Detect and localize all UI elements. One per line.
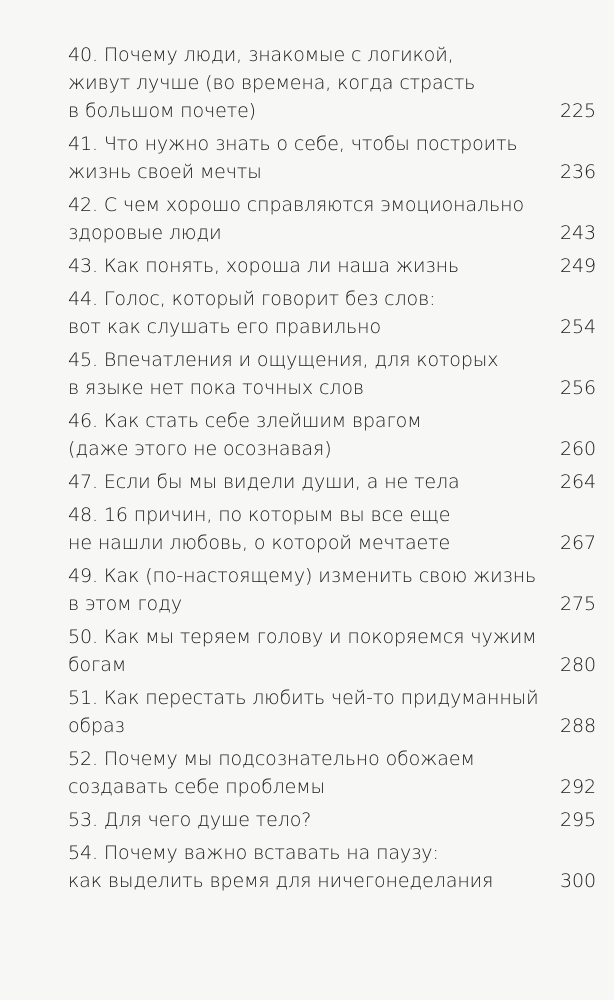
toc-page-number: 264 <box>560 471 596 493</box>
toc-page-number: 288 <box>560 715 596 737</box>
toc-entry-41 <box>68 130 596 186</box>
toc-entry-title-line: вот как слушать его правильно <box>68 316 381 338</box>
toc-page-number: 267 <box>560 532 596 554</box>
toc-entry-title-line: здоровые люди <box>68 222 222 244</box>
toc-entry-title-line: богам <box>68 654 127 676</box>
toc-entry-title-line: как выделить время для ничегонеделания <box>68 870 494 892</box>
toc-entry-title-line: не нашли любовь, о которой мечтаете <box>68 532 451 554</box>
toc-page-number: 295 <box>560 809 596 831</box>
toc-entry-title-line: в языке нет пока точных слов <box>68 377 364 399</box>
toc-page-number: 249 <box>560 255 596 277</box>
toc-entry-43 <box>68 252 596 280</box>
toc-entry-title-line: 46. Как стать себе злейшим врагом <box>68 410 422 432</box>
toc-entry-50 <box>68 623 596 679</box>
toc-entry-title-line: 47. Если бы мы видели души, а не тела <box>68 471 460 493</box>
toc-page-number: 275 <box>560 593 596 615</box>
toc-entry-title-line: 43. Как понять, хороша ли наша жизнь <box>68 255 460 277</box>
toc-entry-title-line: 51. Как перестать любить чей-то придуманный <box>68 687 539 709</box>
toc-entry-40 <box>68 41 596 125</box>
toc-entry-54 <box>68 839 596 895</box>
toc-entry-48 <box>68 501 596 557</box>
toc-entry-title-line: (даже этого не осознавая) <box>68 438 332 460</box>
toc-page-number: 292 <box>560 776 596 798</box>
toc-entry-title-line: 49. Как (по-настоящему) изменить свою жизнь <box>68 565 537 587</box>
toc-entry-47 <box>68 468 596 496</box>
toc-entry-49 <box>68 562 596 618</box>
toc-page-number: 256 <box>560 377 596 399</box>
toc-entry-42 <box>68 191 596 247</box>
toc-page-number: 260 <box>560 438 596 460</box>
toc-entry-title-line: живут лучше (во времена, когда страсть <box>68 72 476 94</box>
toc-entry-title-line: 53. Для чего душе тело? <box>68 809 312 831</box>
toc-entry-title-line: жизнь своей мечты <box>68 161 262 183</box>
toc-entry-title-line: создавать себе проблемы <box>68 776 325 798</box>
toc-entry-title-line: 44. Голос, который говорит без слов: <box>68 288 436 310</box>
toc-entry-title-line: 50. Как мы теряем голову и покоряемся чужим <box>68 626 537 648</box>
toc-entry-46 <box>68 407 596 463</box>
toc-page-number: 280 <box>560 654 596 676</box>
toc-page-number: 243 <box>560 222 596 244</box>
toc-entry-title-line: 40. Почему люди, знакомые с логикой, <box>68 44 454 66</box>
toc-page-number: 225 <box>560 100 596 122</box>
toc-entry-title-line: 54. Почему важно вставать на паузу: <box>68 842 439 864</box>
toc-entry-title-line: 48. 16 причин, по которым вы все еще <box>68 504 451 526</box>
toc-entry-title-line: 52. Почему мы подсознательно обожаем <box>68 748 475 770</box>
toc-page-number: 300 <box>560 870 596 892</box>
toc-entry-51 <box>68 684 596 740</box>
toc-entry-title-line: образ <box>68 715 125 737</box>
table-of-contents <box>68 41 596 900</box>
toc-entry-title-line: в большом почете) <box>68 100 256 122</box>
toc-page-number: 254 <box>560 316 596 338</box>
toc-entry-title-line: 41. Что нужно знать о себе, чтобы построить <box>68 133 518 155</box>
toc-entry-45 <box>68 346 596 402</box>
toc-page-number: 236 <box>560 161 596 183</box>
toc-entry-title-line: в этом году <box>68 593 182 615</box>
toc-entry-52 <box>68 745 596 801</box>
toc-entry-title-line: 45. Впечатления и ощущения, для которых <box>68 349 499 371</box>
toc-entry-53 <box>68 806 596 834</box>
toc-entry-44 <box>68 285 596 341</box>
toc-entry-title-line: 42. С чем хорошо справляются эмоционально <box>68 194 524 216</box>
